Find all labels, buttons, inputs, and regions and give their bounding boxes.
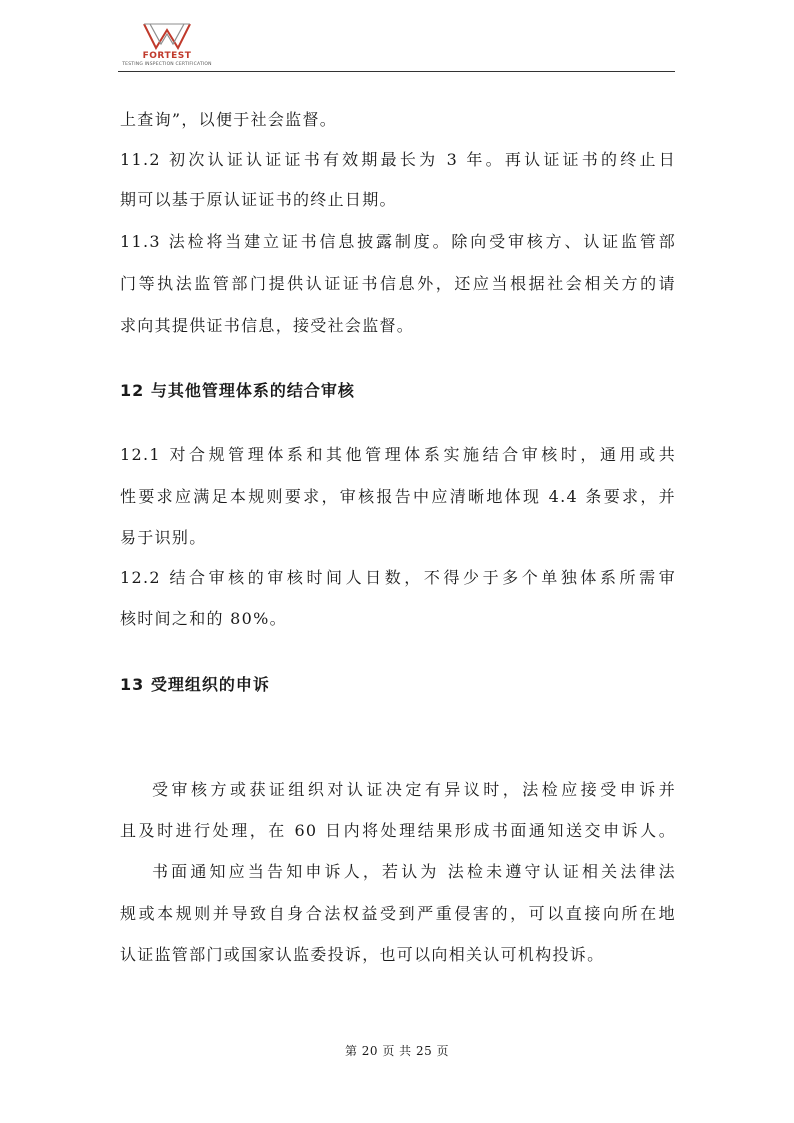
- text-line: 11.3 法检将当建立证书信息披露制度。除向受审核方、认证监管部: [120, 232, 676, 251]
- text-line: 且及时进行处理，在 60 日内将处理结果形成书面通知送交申诉人。: [120, 821, 676, 840]
- text-line: 认证监管部门或国家认监委投诉，也可以向相关认可机构投诉。: [120, 945, 605, 964]
- logo-name: FORTEST: [142, 51, 192, 61]
- logo-mark-icon: [142, 22, 192, 50]
- text-line: 12.2 结合审核的审核时间人日数，不得少于多个单独体系所需审: [120, 568, 676, 587]
- logo-subtitle: TESTING INSPECTION CERTIFICATION: [122, 62, 212, 67]
- company-logo: [118, 22, 216, 70]
- section-heading-12: 12 与其他管理体系的结合审核: [120, 381, 355, 400]
- text-line: 期可以基于原认证证书的终止日期。: [120, 190, 397, 209]
- text-line: 核时间之和的 80%。: [120, 609, 287, 628]
- text-line: 受审核方或获证组织对认证决定有异议时，法检应接受申诉并: [152, 780, 676, 799]
- text-line: 易于识别。: [120, 528, 207, 547]
- text-line: 求向其提供证书信息，接受社会监督。: [120, 316, 415, 335]
- text-line: 12.1 对合规管理体系和其他管理体系实施结合审核时，通用或共: [120, 445, 676, 464]
- section-heading-13: 13 受理组织的申诉: [120, 675, 270, 694]
- text-line: 规或本规则并导致自身合法权益受到严重侵害的，可以直接向所在地: [120, 904, 676, 923]
- text-line: 门等执法监管部门提供认证证书信息外，还应当根据社会相关方的请: [120, 274, 676, 293]
- text-line: 性要求应满足本规则要求，审核报告中应清晰地体现 4.4 条要求，并: [120, 487, 676, 506]
- text-line: 书面通知应当告知申诉人，若认为 法检未遵守认证相关法律法: [152, 862, 676, 881]
- text-line: 上查询”，以便于社会监督。: [120, 110, 338, 129]
- text-line: 11.2 初次认证认证证书有效期最长为 3 年。再认证证书的终止日: [120, 150, 676, 169]
- page-number: 第 20 页 共 25 页: [344, 1044, 450, 1058]
- header-divider: [118, 71, 675, 72]
